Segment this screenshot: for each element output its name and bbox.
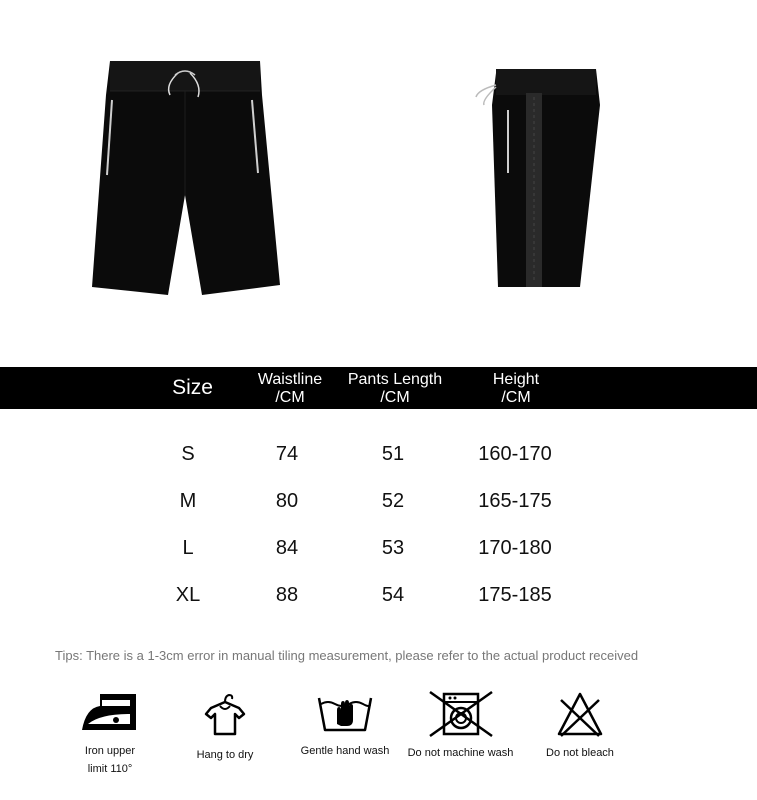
care-hand-wash [290,690,400,760]
cell-height: 170-180 [478,537,552,559]
care-hang-label: Hang to dry [196,749,254,761]
no-machine-wash-icon [428,690,494,738]
header-waistline-unit: /CM [275,389,305,406]
table-row [0,443,757,473]
cell-waistline: 74 [275,443,299,465]
care-iron-label-line1: Iron upper [84,745,136,757]
measurement-tips: Tips: There is a 1-3cm error in manual tiling measurement, please refer to the actual product received [55,648,639,663]
header-height-label: Height [492,371,540,388]
header-pants-length-unit: /CM [380,389,410,406]
shorts-side-image [468,65,608,290]
cell-pants-length: 54 [381,584,405,606]
cell-height: 160-170 [478,443,552,465]
header-waistline-label: Waistline [257,371,323,388]
cell-size: XL [175,584,201,606]
iron-icon [80,690,140,736]
size-table-header [0,367,757,409]
cell-pants-length: 53 [381,537,405,559]
cell-size: M [179,490,197,512]
cell-pants-length: 52 [381,490,405,512]
cell-height: 165-175 [478,490,552,512]
care-hand-wash-label: Gentle hand wash [300,745,390,757]
hanger-shirt-icon [203,690,247,740]
table-row [0,490,757,520]
care-no-bleach-label: Do not bleach [546,747,614,759]
header-height-unit: /CM [501,389,531,406]
header-size: Size [172,376,213,399]
cell-pants-length: 51 [381,443,405,465]
cell-waistline: 88 [275,584,299,606]
care-no-bleach [530,690,630,762]
care-no-machine-wash [398,690,523,762]
table-row [0,584,757,614]
table-row [0,537,757,567]
care-no-machine-wash-label: Do not machine wash [407,747,514,759]
cell-height: 175-185 [478,584,552,606]
cell-waistline: 80 [275,490,299,512]
care-iron-label-line2: limit 110° [87,763,133,775]
shorts-front-image [90,55,280,295]
cell-waistline: 84 [275,537,299,559]
header-pants-length-label: Pants Length [347,371,443,388]
hand-wash-icon [315,690,375,736]
cell-size: S [181,443,195,465]
header-pants-length [335,371,455,407]
header-height [466,371,566,407]
care-iron-label [70,742,150,778]
cell-size: L [182,537,194,559]
header-waistline [240,371,340,407]
care-iron [70,690,150,778]
no-bleach-icon [555,690,605,738]
care-hang-dry [180,690,270,764]
